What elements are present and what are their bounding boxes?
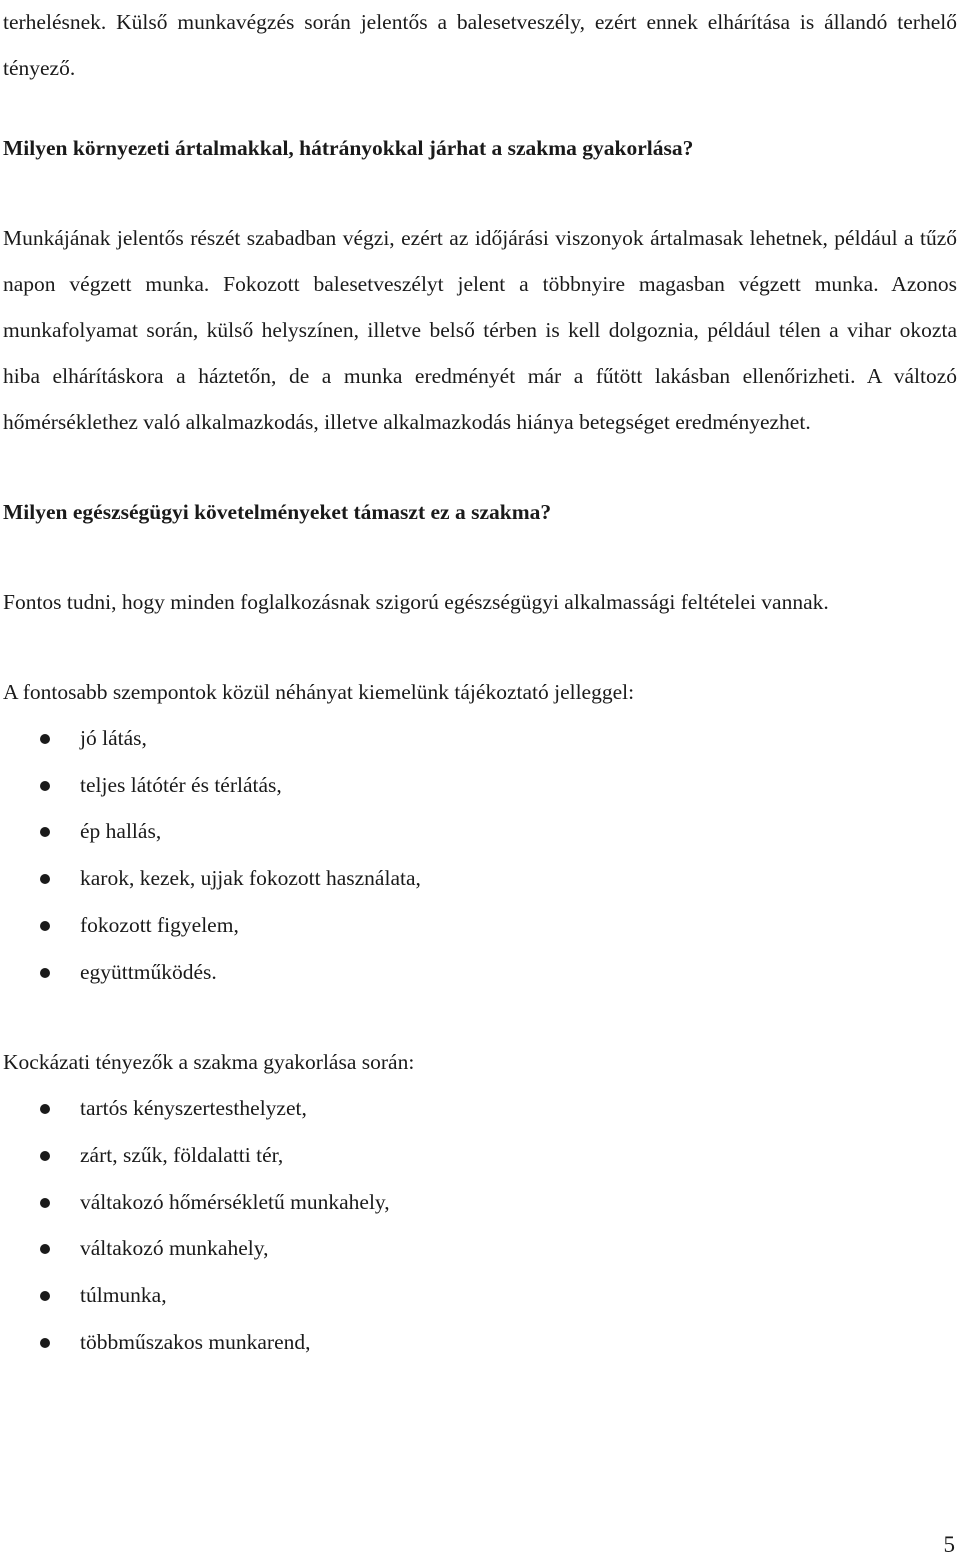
bullet-icon (40, 1151, 50, 1161)
list-item (3, 949, 957, 996)
list-item-text: jó látás, (80, 726, 147, 750)
list-item (3, 855, 957, 902)
list-item-text: karok, kezek, ujjak fokozott használata, (80, 866, 421, 891)
list-item-text: túlmunka, (80, 1283, 167, 1308)
list-item-text: többműszakos munkarend, (80, 1329, 311, 1354)
health-heading: Milyen egészségügyi követelményeket támaszt ez a szakma? (3, 500, 552, 524)
bullet-icon (40, 1338, 50, 1348)
bullet-icon (40, 921, 50, 931)
list-item (3, 808, 957, 855)
list-item (3, 1132, 957, 1179)
bullet-icon (40, 781, 50, 791)
list-item-text: teljes látótér és térlátás, (80, 772, 282, 797)
environment-paragraph: Munkájának jelentős részét szabadban végzi, ezért az időjárási viszonyok ártalmasak lehetnek, például a tűző napon végzett munka. Fokozott balesetveszélyt jelent a többnyire magasban végzett munka. Azonos munkafolyamat során, külső helyszínen, illetve belső térben is kell dolgoznia, például télen a vihar okozta hiba elhárításkora a háztetőn, de a munka eredményét már a fűtött lakásban ellenőrizheti. A változó hőmérséklethez való alkalmazkodás, illetve alkalmazkodás hiánya betegséget eredményezhet. (3, 226, 957, 434)
environment-heading: Milyen környezeti ártalmakkal, hátrányokkal járhat a szakma gyakorlása? (3, 136, 694, 160)
bullet-icon (40, 734, 50, 744)
list-item-text: fokozott figyelem, (80, 912, 239, 937)
list-item-text: ép hallás, (80, 819, 162, 844)
list-item (3, 1319, 957, 1366)
page-number: 5 (943, 1532, 955, 1557)
list-item-text: váltakozó munkahely, (80, 1236, 269, 1261)
health-paragraph: Fontos tudni, hogy minden foglalkozásnak szigorú egészségügyi alkalmassági feltételei vannak. (3, 590, 829, 614)
list-item-text: váltakozó hőmérsékletű munkahely, (80, 1189, 390, 1214)
list-item-text: tartós kényszertesthelyzet, (80, 1096, 307, 1121)
bullet-icon (40, 1104, 50, 1114)
bullet-icon (40, 874, 50, 884)
list-item (3, 715, 957, 762)
list-item (3, 1085, 957, 1132)
health-requirements-list (3, 715, 957, 995)
list-item (3, 1272, 957, 1319)
bullet-icon (40, 968, 50, 978)
risk-factors-list (3, 1085, 957, 1365)
bullet-icon (40, 827, 50, 837)
document-page (3, 0, 957, 1365)
list-item-text: együttműködés. (80, 959, 217, 984)
bullet-icon (40, 1198, 50, 1208)
list-item (3, 902, 957, 949)
list-item (3, 1225, 957, 1272)
list-item (3, 762, 957, 809)
bullet-icon (40, 1244, 50, 1254)
bullet-icon (40, 1291, 50, 1301)
health-list-intro: A fontosabb szempontok közül néhányat kiemelünk tájékoztató jelleggel: (3, 680, 635, 704)
risks-list-intro: Kockázati tényezők a szakma gyakorlása során: (3, 1050, 415, 1075)
intro-paragraph: terhelésnek. Külső munkavégzés során jelentős a balesetveszély, ezért ennek elhárítása is állandó terhelő tényező. (3, 10, 957, 80)
list-item-text: zárt, szűk, földalatti tér, (80, 1142, 284, 1167)
list-item (3, 1179, 957, 1226)
